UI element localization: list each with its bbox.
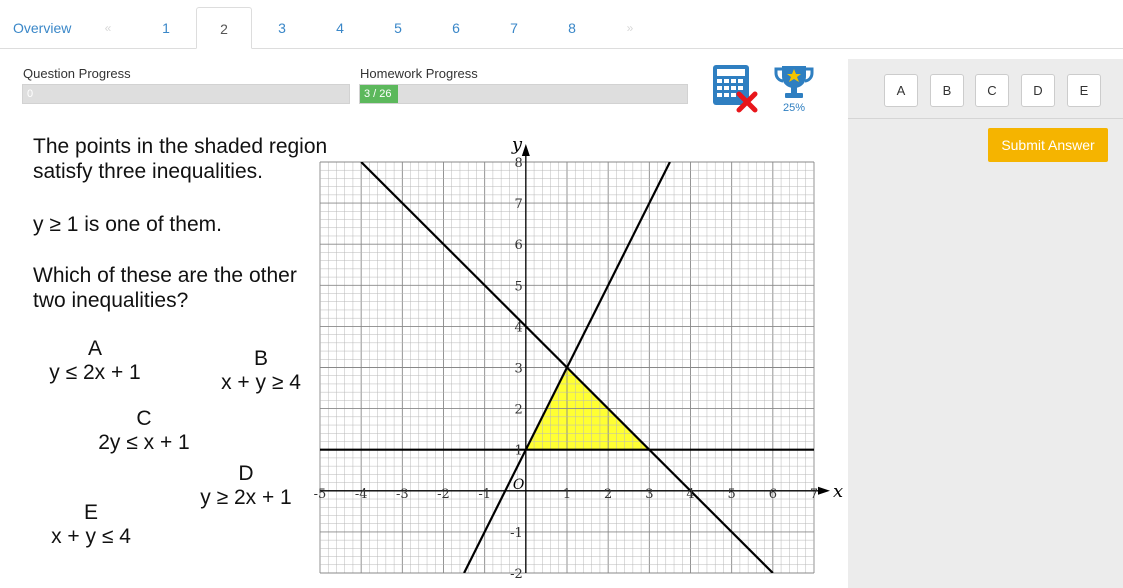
x-tick-label: -5 <box>313 486 327 502</box>
x-tick-label: -1 <box>478 486 492 502</box>
y-tick-label: 5 <box>514 279 523 295</box>
y-tick-label: -2 <box>510 567 523 582</box>
answer-panel-divider <box>848 118 1123 119</box>
tab-divider <box>0 48 1123 49</box>
option-d <box>196 462 296 510</box>
answer-button-b[interactable]: B <box>930 74 964 107</box>
y-tick-label: 8 <box>514 156 523 171</box>
question-text-line1: The points in the shaded region <box>33 135 328 158</box>
tab-question-2[interactable]: 2 <box>196 7 252 49</box>
x-tick-label: -4 <box>354 486 368 502</box>
x-tick-label: 4 <box>686 486 695 502</box>
x-tick-label: 5 <box>727 486 736 502</box>
answer-button-a[interactable]: A <box>884 74 918 107</box>
x-tick-label: -2 <box>437 486 450 502</box>
option-e <box>46 501 136 549</box>
x-tick-label: 6 <box>768 486 777 502</box>
submit-answer-button[interactable]: Submit Answer <box>988 128 1108 162</box>
answer-button-e[interactable]: E <box>1067 74 1101 107</box>
option-a <box>46 337 144 385</box>
origin-label: O <box>512 476 525 493</box>
option-a-letter: A <box>87 337 102 360</box>
tab-question-4[interactable]: 4 <box>336 20 344 36</box>
tab-question-1[interactable]: 1 <box>162 20 170 36</box>
question-progress-bar <box>22 84 350 104</box>
tab-question-8[interactable]: 8 <box>568 20 576 36</box>
homework-progress-label: Homework Progress <box>360 66 478 81</box>
option-e-text: x + y ≤ 4 <box>51 525 131 548</box>
y-axis-arrow <box>522 144 530 156</box>
y-tick-label: 4 <box>514 320 523 336</box>
y-tick-label: -1 <box>510 525 523 541</box>
x-tick-label: 7 <box>809 486 819 502</box>
answer-button-c[interactable]: C <box>975 74 1009 107</box>
question-tab-bar <box>0 0 1123 49</box>
option-c-letter: C <box>136 407 152 430</box>
y-tick-label: 6 <box>514 238 523 254</box>
option-d-letter: D <box>238 462 254 485</box>
trophy-icon[interactable] <box>774 64 814 100</box>
question-progress-fill: 0 <box>27 88 34 100</box>
option-b <box>217 347 305 395</box>
question-ask-line1: Which of these are the other <box>33 264 297 287</box>
option-c-text: 2y ≤ x + 1 <box>98 431 190 454</box>
inequality-graph <box>300 130 844 588</box>
tab-question-3[interactable]: 3 <box>278 20 286 36</box>
tab-question-5[interactable]: 5 <box>394 20 402 36</box>
tab-overview[interactable]: Overview <box>13 20 72 36</box>
option-d-text: y ≥ 2x + 1 <box>200 486 292 509</box>
tab-question-7[interactable]: 7 <box>510 20 518 36</box>
y-tick-label: 1 <box>514 443 523 459</box>
question-text-line2: satisfy three inequalities. <box>33 160 263 183</box>
tab-next-chevron[interactable]: » <box>626 21 634 35</box>
option-c <box>94 407 194 455</box>
option-e-letter: E <box>83 501 98 524</box>
option-b-text: x + y ≥ 4 <box>221 371 301 394</box>
y-axis-label: y <box>511 134 523 155</box>
option-b-letter: B <box>253 347 268 370</box>
y-tick-label: 3 <box>514 361 523 377</box>
x-axis-arrow <box>818 487 830 495</box>
x-tick-label: -3 <box>395 486 409 502</box>
question-ask-line2: two inequalities? <box>33 289 189 312</box>
x-tick-label: 3 <box>645 486 654 502</box>
option-a-text: y ≤ 2x + 1 <box>49 361 141 384</box>
answer-button-d[interactable]: D <box>1021 74 1055 107</box>
x-tick-label: 1 <box>562 486 572 502</box>
x-tick-label: 2 <box>604 486 613 502</box>
homework-progress-bar <box>359 84 688 104</box>
y-tick-label: 2 <box>514 402 523 418</box>
question-given: y ≥ 1 is one of them. <box>33 213 222 236</box>
tab-question-6[interactable]: 6 <box>452 20 460 36</box>
question-progress-label: Question Progress <box>23 66 131 81</box>
x-axis-label: x <box>833 480 844 502</box>
y-tick-label: 7 <box>514 197 523 213</box>
tab-prev-chevron[interactable]: « <box>104 21 112 35</box>
homework-progress-fill: 3 / 26 <box>360 85 398 103</box>
calculator-disabled-icon[interactable] <box>711 64 759 112</box>
trophy-percent: 25% <box>782 102 806 114</box>
